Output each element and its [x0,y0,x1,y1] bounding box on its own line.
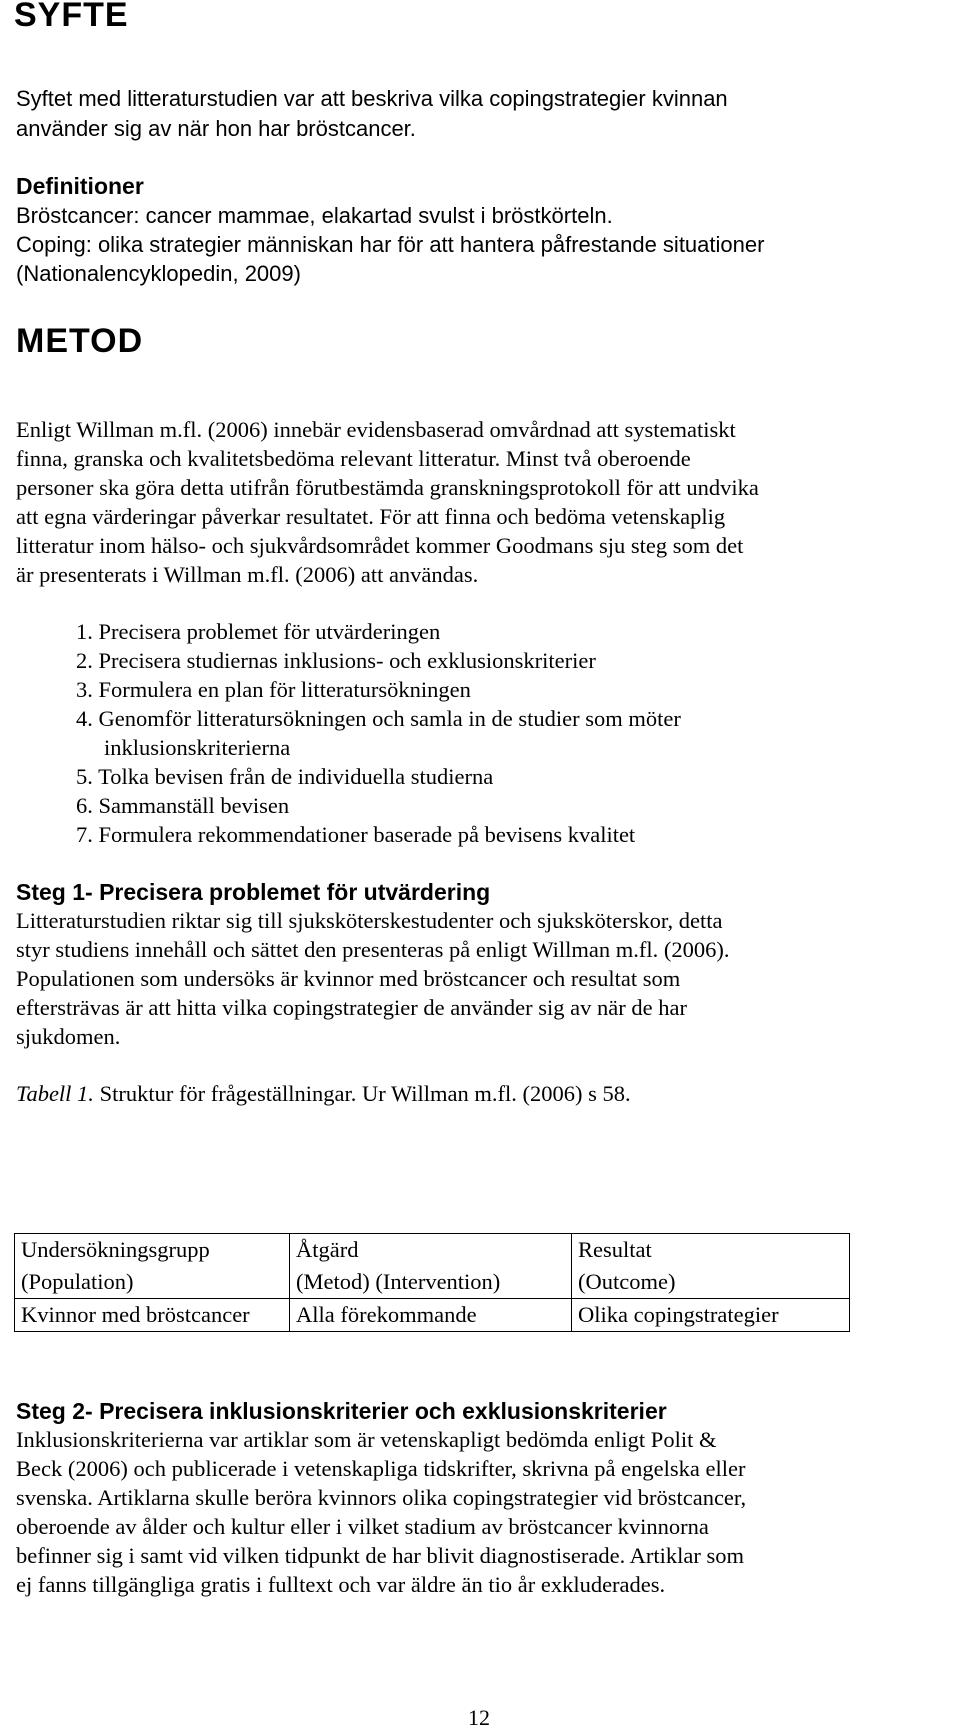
metod-line-1: Enligt Willman m.fl. (2006) innebär evidensbaserad omvårdnad att systematiskt [16,417,736,442]
table-header-row [15,1234,850,1299]
metod-line-4: att egna värderingar påverkar resultatet. För att finna och bedöma vetenskaplig [16,504,726,529]
table-cell-outcome: Olika copingstrategier [572,1299,850,1332]
metod-heading: METOD [16,322,144,360]
definitioner-line-3: (Nationalencyklopedin, 2009) [16,261,301,286]
steg1-line-3: Populationen som undersöks är kvinnor med bröstcancer och resultat som [16,966,681,991]
table-cell-intervention: Alla förekommande [290,1299,572,1332]
metod-step-2: 2. Precisera studiernas inklusions- och exklusionskriterier [76,648,596,673]
syfte-line-2: använder sig av när hon har bröstcancer. [16,116,416,141]
metod-line-6: är presenterats i Willman m.fl. (2006) att användas. [16,562,479,587]
steg2-line-2: Beck (2006) och publicerade i vetenskapliga tidskrifter, skrivna på engelska eller [16,1456,746,1481]
definitioner-line-1: Bröstcancer: cancer mammae, elakartad svulst i bröstkörteln. [16,203,613,228]
steg1-line-5: sjukdomen. [16,1024,121,1049]
steg2-line-4: oberoende av ålder och kultur eller i vilket stadium av bröstcancer kvinnorna [16,1514,709,1539]
metod-step-5: 5. Tolka bevisen från de individuella studierna [76,764,494,789]
steg2-line-3: svenska. Artiklarna skulle beröra kvinnors olika copingstrategier vid bröstcancer, [16,1485,747,1510]
table-header-population-line2: (Population) [21,1269,134,1294]
table-header-outcome [572,1234,850,1299]
metod-step-7: 7. Formulera rekommendationer baserade på bevisens kvalitet [76,822,636,847]
steg1-line-2: styr studiens innehåll och sättet den presenteras på enligt Willman m.fl. (2006). [16,937,730,962]
steg2-line-1: Inklusionskriterierna var artiklar som är vetenskapligt bedömda enligt Polit & [16,1427,717,1452]
metod-line-2: finna, granska och kvalitetsbedöma relevant litteratur. Minst två oberoende [16,446,691,471]
metod-step-4: 4. Genomför litteratursökningen och samla in de studier som möter [76,706,681,731]
steg1-heading: Steg 1- Precisera problemet för utvärdering [16,879,491,905]
table-caption [16,1081,631,1107]
syfte-line-1: Syftet med litteraturstudien var att beskriva vilka copingstrategier kvinnan [16,86,728,111]
table-header-intervention [290,1234,572,1299]
table-header-population [15,1234,290,1299]
syfte-heading: SYFTE [14,0,129,34]
table-caption-label: Tabell 1. [16,1081,94,1106]
metod-step-6: 6. Sammanställ bevisen [76,793,290,818]
table-header-outcome-line1: Resultat [578,1237,652,1262]
table-header-outcome-line2: (Outcome) [578,1269,676,1294]
steg2-heading: Steg 2- Precisera inklusionskriterier och exklusionskriterier [16,1398,667,1424]
table-header-intervention-line1: Åtgärd [296,1237,359,1262]
table-header-population-line1: Undersökningsgrupp [21,1237,210,1262]
metod-step-3: 3. Formulera en plan för litteratursökningen [76,677,471,702]
metod-step-1: 1. Precisera problemet för utvärderingen [76,619,441,644]
table-caption-text: Struktur för frågeställningar. Ur Willman m.fl. (2006) s 58. [99,1081,631,1106]
table-row [15,1299,850,1332]
page-number: 12 [468,1705,490,1730]
table-header-intervention-line2: (Metod) (Intervention) [296,1269,501,1294]
definitioner-line-2: Coping: olika strategier människan har för att hantera påfrestande situationer [16,232,765,257]
table-cell-population: Kvinnor med bröstcancer [15,1299,290,1332]
struktur-table [14,1233,850,1332]
metod-step-4-continued: inklusionskriterierna [104,735,291,760]
steg1-line-4: eftersträvas är att hitta vilka copingstrategier de använder sig av när de har [16,995,687,1020]
metod-line-3: personer ska göra detta utifrån förutbestämda granskningsprotokoll för att undvika [16,475,759,500]
metod-line-5: litteratur inom hälso- och sjukvårdsområdet kommer Goodmans sju steg som det [16,533,744,558]
steg2-line-5: befinner sig i samt vid vilken tidpunkt de har blivit diagnostiserade. Artiklar som [16,1543,744,1568]
steg2-line-6: ej fanns tillgängliga gratis i fulltext och var äldre än tio år exkluderades. [16,1572,666,1597]
steg1-line-1: Litteraturstudien riktar sig till sjuksköterskestudenter och sjuksköterskor, detta [16,908,723,933]
definitioner-heading: Definitioner [16,173,144,199]
